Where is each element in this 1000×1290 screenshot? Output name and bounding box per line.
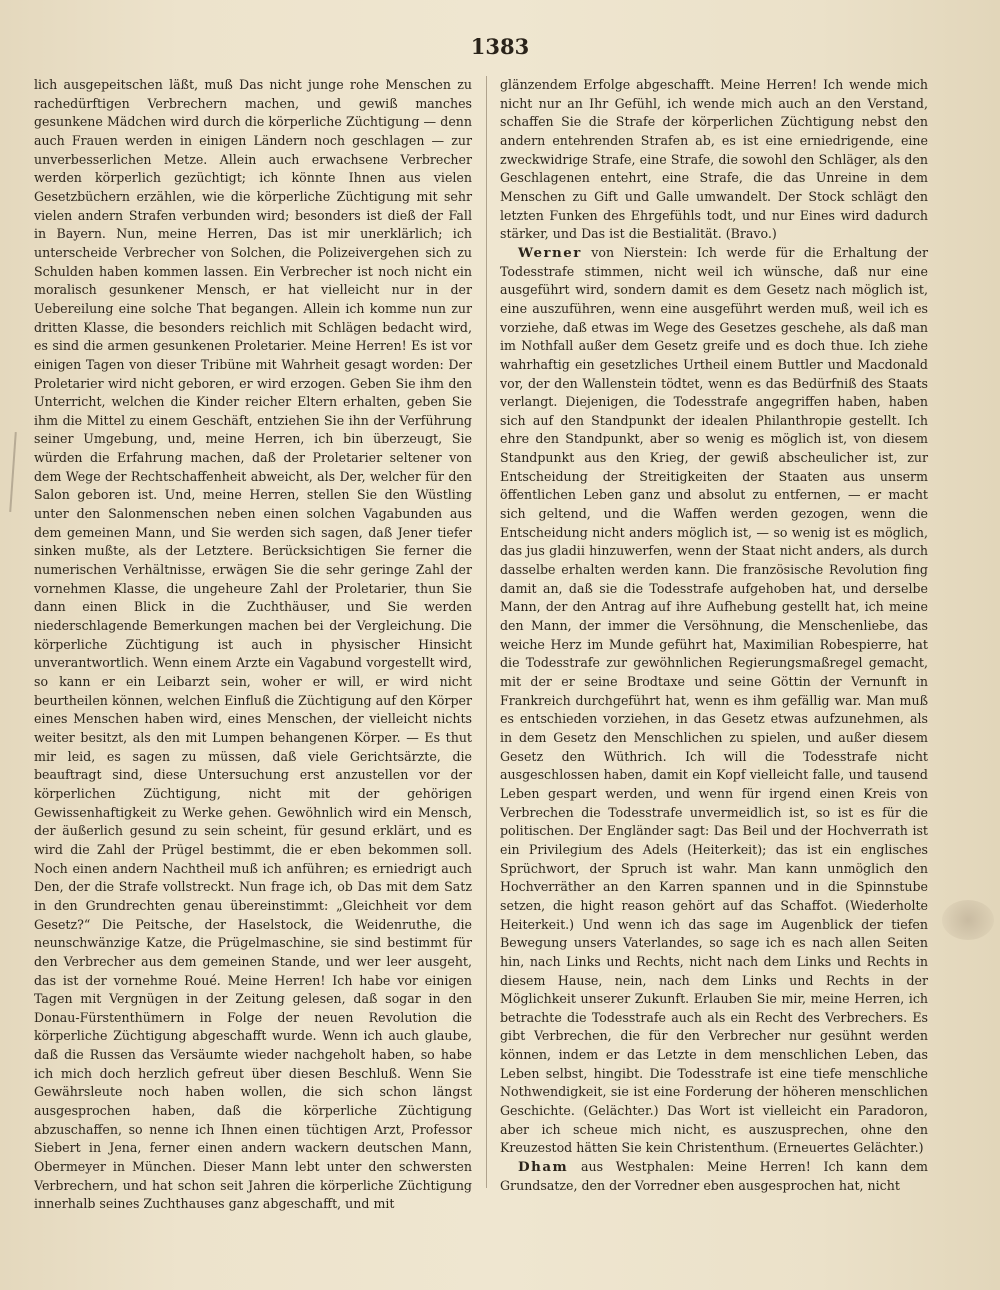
left-column [34,76,472,1214]
column-divider [486,76,487,1188]
page-number: 1383 [470,34,530,59]
right-column [500,76,928,1195]
paper-stain [942,900,994,940]
speaker-name: Werner [518,244,582,261]
left-column-paragraph: lich ausgepeitschen läßt, muß Das nicht junge rohe Menschen zu rachedürftigen Verbrechern machen, und gewiß manches gesunkene Mädchen wird durch die körperliche Züchtigung — denn auch Frauen werden in einigen Ländern noch geschlagen — zur unverbesserlichen Metze. Allein auch erwachsene Verbrecher werden körperlich gezüchtigt; ich könnte Ihnen aus vielen Gesetzbüchern erzählen, wie die körperliche Züchtigung mit sehr vielen andern Strafen verbunden wird; besonders ist dieß der Fall in Bayern. Nun, meine Herren, Das ist mir unerklärlich; ich unterscheide Verbrecher von Solchen, die Polizeivergehen sich zu Schulden haben kommen lassen. Ein Verbrecher ist noch nicht ein moralisch gesunkener Mensch, er hat vielleicht nur in der Uebereilung eine solche That begangen. Allein ich komme nun zur dritten Klasse, die besonders reichlich mit Schlägen bedacht wird, es sind die armen gesunkenen Proletarier. Meine Herren! Es ist vor einigen Tagen von dieser Tribüne mit Wahrheit gesagt worden: Der Proletarier wird nicht geboren, er wird erzogen. Geben Sie ihm den Unterricht, welchen die Kinder reicher Eltern erhalten, geben Sie ihm die Mittel zu einem Geschäft, entziehen Sie ihn der Verführung seiner Umgebung, und, meine Herren, ich bin überzeugt, Sie würden die Erfahrung machen, daß der Proletarier seltener von dem Wege der Rechtschaffenheit abweicht, als Der, welcher für den Salon geboren ist. Und, meine Herren, stellen Sie den Wüstling unter den Salonmenschen neben einen solchen Vagabunden aus dem gemeinen Mann, und Sie werden sich sagen, daß Jener tiefer sinken mußte, als der Letztere. Berücksichtigen Sie ferner die numerischen Verhältnisse, erwägen Sie die sehr geringe Zahl der vornehmen Klasse, die ungeheure Zahl der Proletarier, thun Sie dann einen Blick in die Zuchthäuser, und Sie werden niederschlagende Bemerkungen machen bei der Vergleichung. Die körperliche Züchtigung ist auch in physischer Hinsicht unverantwortlich. Wenn einem Arzte ein Vagabund vorgestellt wird, so kann er ein Leibarzt sein, woher er will, er wird nicht beurtheilen können, welchen Einfluß die Züchtigung auf den Körper eines Menschen haben wird, eines Menschen, der vielleicht nichts weiter besitzt, als den mit Lumpen behangenen Körper. — Es thut mir leid, es sagen zu müssen, daß viele Gerichtsärzte, die beauftragt sind, diese Untersuchung erst anzustellen vor der körperlichen Züchtigung, nicht mit der gehörigen Gewissenhaftigkeit zu Werke gehen. Gewöhnlich wird ein Mensch, der äußerlich gesund zu sein scheint, für gesund erklärt, und es wird die Zahl der Prügel bestimmt, die er eben bekommen soll. Noch einen andern Nachtheil muß ich anführen; es erniedrigt auch Den, der die Strafe vollstreckt. Nun frage ich, ob Das mit dem Satz in den Grundrechten genau übereinstimmt: „Gleichheit vor dem Gesetz?“ Die Peitsche, der Haselstock, die Weidenruthe, die neunschwänzige Katze, die Prügelmaschine, sie sind bestimmt für den Verbrecher aus dem gemeinen Stande, und wer leer ausgeht, das ist der vornehme Roué. Meine Herren! Ich habe vor einigen Tagen mit Vergnügen in der Zeitung gelesen, daß sogar in den Donau-Fürstenthümern in Folge der neuen Revolution die körperliche Züchtigung abgeschafft wurde. Wenn ich auch glaube, daß die Russen das Versäumte wieder nachgeholt haben, so habe ich mich doch herzlich gefreut über diesen Beschluß. Wenn Sie Gewährsleute noch haben wollen, die sich schon längst ausgesprochen haben, daß die körperliche Züchtigung abzuschaffen, so nenne ich Ihnen einen tüchtigen Arzt, Professor Siebert in Jena, ferner einen andern wackern deutschen Mann, Obermeyer in München. Dieser Mann lebt unter den schwersten Verbrechern, und hat schon seit Jahren die körperliche Züchtigung innerhalb seines Zuchthauses ganz abgeschafft, und mit [34,77,472,1212]
right-column-intro-paragraph: glänzendem Erfolge abgeschafft. Meine Herren! Ich wende mich nicht nur an Ihr Gefühl, ich wende mich auch an den Verstand, schaffen Sie die Strafe der körperlichen Züchtigung nebst den andern entehrenden Strafen ab, es ist eine erniedrigende, eine zweckwidrige Strafe, eine Strafe, die sowohl den Schläger, als den Geschlagenen entehrt, eine Strafe, die das Unreine in dem Menschen zu Gift und Galle umwandelt. Der Stock schlägt den letzten Funken des Ehrgefühls todt, und nur Eines wird dadurch stärker, und Das ist die Bestialität. (Bravo.) [500,77,928,242]
speaker-name: Dham [518,1159,569,1176]
speech-werner [500,244,928,1158]
speech-dham [500,1158,928,1195]
speech-text: von Nierstein: Ich werde für die Erhaltung der Todesstrafe stimmen, nicht weil ich wünsche, daß nur eine ausgeführt wird, sondern damit es dem Gesetz nach möglich ist, eine auszuführen, wenn eine ausgeführt werden muß, weil ich es vorziehe, daß etwas im Wege des Gesetzes geschehe, als daß man im Nothfall außer dem Gesetz greife und es doch thue. Ich ziehe wahrhaftig ein gesetzliches Urtheil einem Buttler und Macdonald vor, der den Wallenstein tödtet, wenn es das Bedürfniß des Staats verlangt. Diejenigen, die Todesstrafe angegriffen haben, haben sich auf den Standpunkt der idealen Philanthropie gestellt. Ich ehre den Standpunkt, aber so wenig es möglich ist, von diesem Standpunkt aus den Krieg, der gewiß abscheulicher ist, zur Entscheidung der Streitigkeiten der Staaten aus unserm öffentlichen Leben ganz und absolut zu entfernen, — er macht sich geltend, und die Waffen werden gezogen, wenn die Entscheidung nicht anders möglich ist, — so wenig ist es möglich, das jus gladii hinzuwerfen, wenn der Staat nicht anders, als durch dasselbe erhalten werden kann. Die französische Revolution fing damit an, daß sie die Todesstrafe aufgehoben hat, und derselbe Mann, der den Antrag auf ihre Aufhebung gestellt hat, ich meine den Mann, der immer die Versöhnung, die Menschenliebe, das weiche Herz im Munde geführt hat, Maximilian Robespierre, hat die Todesstrafe zur gewöhnlichen Regierungsmaßregel gemacht, mit der er seine Brodtaxe und seine Göttin der Vernunft in Frankreich durchgeführt hat, wenn es ihm gefällig war. Man muß es entschieden vorziehen, in das Gesetz etwas aufzunehmen, als in dem Gesetz den Menschlichen zu spielen, und außer diesem Gesetz den Wüthrich. Ich will die Todesstrafe nicht ausgeschlossen haben, damit ein Kopf vielleicht falle, und tausend Leben gespart werden, und wenn für irgend einen Kreis von Verbrechen die Todesstrafe unvermeidlich ist, so ist es für die politischen. Der Engländer sagt: Das Beil und der Hochverrath ist ein Privilegium des Adels (Heiterkeit); das ist ein englisches Sprüchwort, der Spruch ist wahr. Man kann unmöglich den Hochverräther an den Karren spannen und in die Spinnstube setzen, die hight reason gehört auf das Schaffot. (Wiederholte Heiterkeit.) Und wenn ich das sage im Augenblick der tiefen Bewegung unsers Vaterlandes, so sage ich es nach allen Seiten hin, nach Links und Rechts, nicht nach dem Links und Rechts in diesem Hause, nein, nach dem Links und Rechts in der Möglichkeit unserer Zukunft. Erlauben Sie mir, meine Herren, ich betrachte die Todesstrafe auch als ein Recht des Verbrechers. Es gibt Verbrechen, die für den Verbrecher nur gesühnt werden können, indem er das Letzte in dem menschlichen Leben, das Leben selbst, hingibt. Die Todesstrafe ist eine tiefe menschliche Nothwendigkeit, sie ist eine Forderung der höheren menschlichen Geschichte. (Gelächter.) Das Wort ist vielleicht ein Paradoron, aber ich scheue mich nicht, es auszusprechen, ohne den Kreuzestod hätten Sie kein Christenthum. (Erneuertes Gelächter.) [500,244,928,1156]
speech-text: aus Westphalen: Meine Herren! Ich kann dem Grundsatze, den der Vorredner eben ausgesprochen hat, nicht [500,1159,928,1193]
margin-pencil-mark [9,432,17,512]
